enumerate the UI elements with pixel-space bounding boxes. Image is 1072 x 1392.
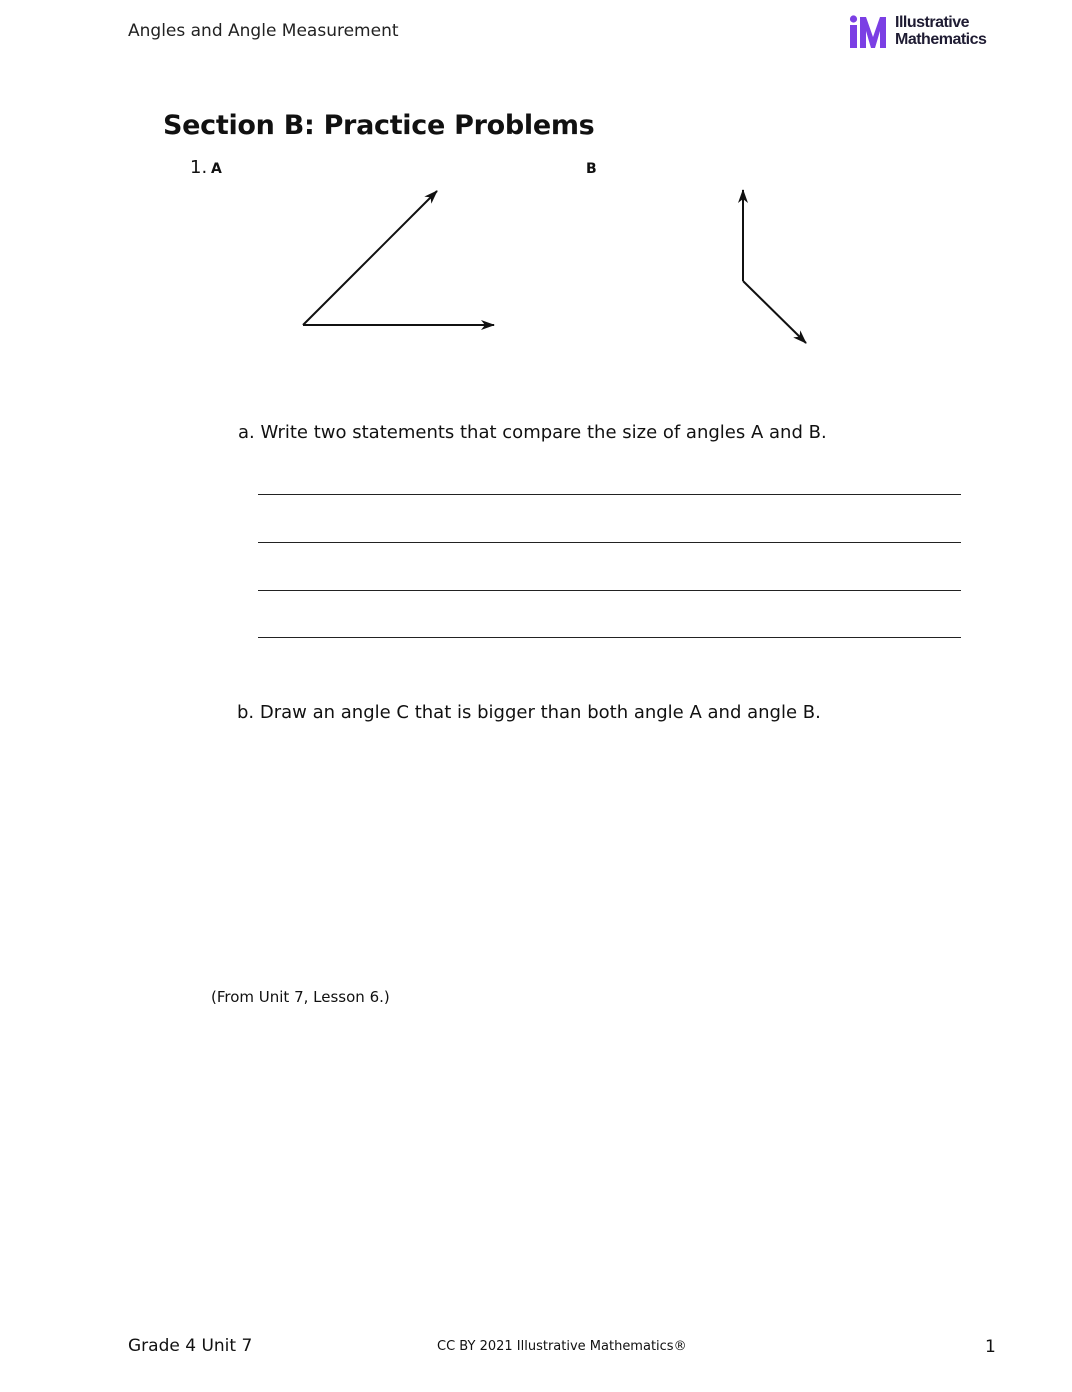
answer-line-1[interactable]	[258, 494, 961, 495]
logo-line-2: Mathematics	[895, 30, 987, 48]
im-logo-icon	[849, 15, 893, 51]
section-title: Section B: Practice Problems	[163, 110, 595, 141]
logo-line-1: Illustrative	[895, 14, 970, 31]
angle-b	[743, 190, 806, 343]
source-reference: (From Unit 7, Lesson 6.)	[211, 988, 390, 1006]
page-number: 1	[985, 1337, 996, 1357]
footer-grade-unit: Grade 4 Unit 7	[128, 1336, 253, 1356]
question-part-a: a. Write two statements that compare the size of angles A and B.	[238, 422, 827, 443]
problem-number: 1.	[190, 157, 208, 178]
footer-license: CC BY 2021 Illustrative Mathematics®	[437, 1339, 687, 1354]
illustrative-mathematics-logo	[849, 15, 999, 51]
answer-line-3[interactable]	[258, 590, 961, 591]
angle-a	[303, 191, 494, 325]
angle-a-ray-diagonal	[303, 191, 437, 325]
answer-line-2[interactable]	[258, 542, 961, 543]
drawing-area[interactable]	[237, 745, 961, 965]
angle-a-label: A	[211, 161, 222, 177]
angle-b-label: B	[586, 161, 597, 177]
unit-title: Angles and Angle Measurement	[128, 21, 399, 41]
answer-line-4[interactable]	[258, 637, 961, 638]
angle-figures	[0, 0, 1072, 400]
question-part-b: b. Draw an angle C that is bigger than both angle A and angle B.	[237, 702, 821, 723]
angle-b-ray-diagonal	[743, 281, 806, 343]
